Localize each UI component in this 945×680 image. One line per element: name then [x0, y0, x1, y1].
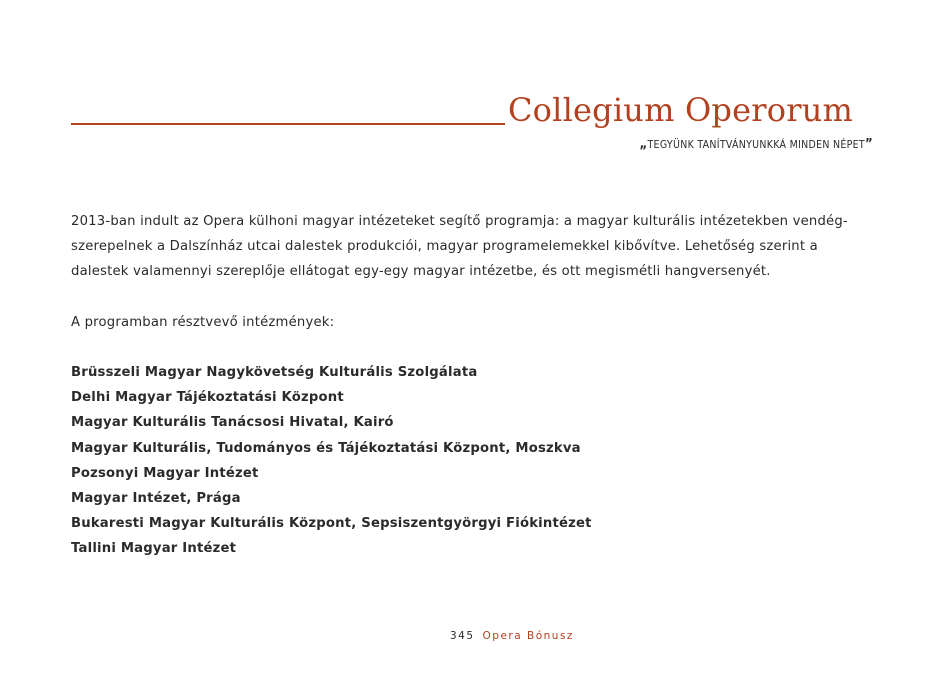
list-item: Magyar Kulturális, Tudományos és Tájékoztatási Központ, Moszkva: [71, 440, 581, 456]
header-rule: [71, 123, 505, 125]
list-item: Magyar Intézet, Prága: [71, 491, 241, 507]
list-item: Delhi Magyar Tájékoztatási Központ: [71, 390, 344, 406]
page-number: 345: [450, 630, 475, 642]
list-item: Brüsszeli Magyar Nagykövetség Kulturális Szolgálata: [71, 365, 478, 380]
list-item: Tallini Magyar Intézet: [71, 541, 237, 557]
book-title: Opera Bónusz: [482, 630, 574, 642]
list-item: Magyar Kulturális Tanácsosi Hivatal, Kairó: [71, 415, 394, 431]
body-paragraph-block: [71, 209, 871, 284]
institutions-intro-label: A programban résztvevő intézmények:: [71, 315, 335, 330]
list-item: Pozsonyi Magyar Intézet: [71, 465, 259, 481]
subtitle-close-quote: ”: [865, 137, 873, 152]
page-footer: [450, 629, 574, 643]
page-title: Collegium Operorum: [508, 91, 854, 129]
institutions-list: [71, 360, 592, 562]
body-paragraph: 2013-ban indult az Opera külhoni magyar intézeteket segítő programja: a magyar kulturális intézetekben vendég-szerepelnek a Dalszínház utcai dalestek produkciói, magyar programelemekkel kibővítve. Lehetőség szerint a dalestek valamennyi szereplője ellátogat egy-egy magyar intézetbe, és ott megismétli hangversenyét.: [71, 214, 848, 279]
subtitle-open-quote: „: [639, 137, 648, 152]
page-subtitle: [639, 138, 873, 152]
list-item: Bukaresti Magyar Kulturális Központ, Sepsiszentgyörgyi Fiókintézet: [71, 516, 592, 532]
subtitle-text: TEGYÜNK TANÍTVÁNYUNKKÁ MINDEN NÉPET: [647, 139, 865, 151]
